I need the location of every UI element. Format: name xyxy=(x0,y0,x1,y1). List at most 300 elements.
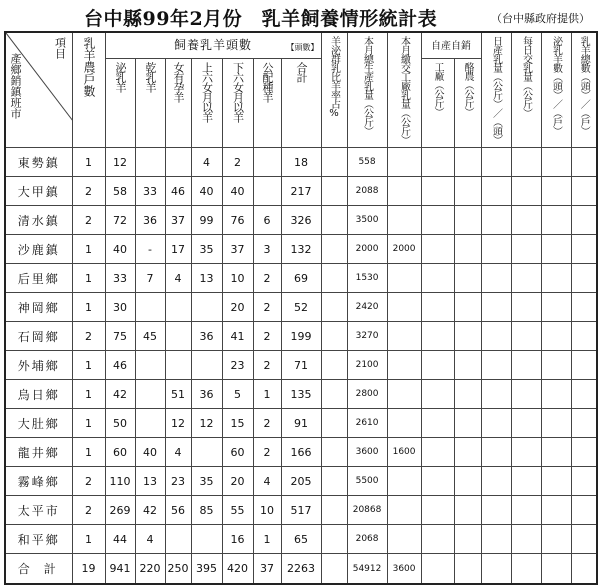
dry-count xyxy=(135,351,165,380)
empty-cell xyxy=(511,264,541,293)
ratio-cell xyxy=(321,293,347,322)
table-row xyxy=(5,351,597,380)
buck-count: 10 xyxy=(253,496,281,525)
empty-cell xyxy=(571,351,597,380)
farm-count: 19 xyxy=(72,554,105,585)
header-self-group: 自產自銷 xyxy=(421,32,481,58)
milking-count: 941 xyxy=(105,554,135,585)
empty-cell xyxy=(481,322,511,351)
below-6m-count: 20 xyxy=(222,293,253,322)
empty-cell xyxy=(421,496,454,525)
subtotal: 166 xyxy=(281,438,321,467)
empty-cell xyxy=(454,177,481,206)
empty-cell xyxy=(454,293,481,322)
dry-count: 13 xyxy=(135,467,165,496)
table-row xyxy=(5,293,597,322)
township-name: 烏日鄉 xyxy=(5,380,72,409)
pregnant-count: 17 xyxy=(165,235,191,264)
factory-sale-cell: 2000 xyxy=(387,235,421,264)
dry-count: 220 xyxy=(135,554,165,585)
empty-cell xyxy=(481,409,511,438)
factory-sale-cell xyxy=(387,293,421,322)
header-total-per-farm: 乳羊總數（頭）／（戶） xyxy=(571,32,597,148)
milking-count: 44 xyxy=(105,525,135,554)
buck-count xyxy=(253,148,281,177)
milking-count: 72 xyxy=(105,206,135,235)
pregnant-count xyxy=(165,322,191,351)
empty-cell xyxy=(571,177,597,206)
above-6m-count: 85 xyxy=(191,496,222,525)
above-6m-count: 99 xyxy=(191,206,222,235)
farm-count: 1 xyxy=(72,264,105,293)
empty-cell xyxy=(481,351,511,380)
empty-cell xyxy=(454,438,481,467)
dry-count: 42 xyxy=(135,496,165,525)
empty-cell xyxy=(571,496,597,525)
buck-count: 6 xyxy=(253,206,281,235)
empty-cell xyxy=(511,177,541,206)
above-6m-count xyxy=(191,293,222,322)
production-cell: 1530 xyxy=(347,264,387,293)
title-bar xyxy=(0,2,600,28)
ratio-cell xyxy=(321,351,347,380)
dry-count: 36 xyxy=(135,206,165,235)
empty-cell xyxy=(421,322,454,351)
buck-count: 2 xyxy=(253,351,281,380)
below-6m-count: 15 xyxy=(222,409,253,438)
header-dry: 乾乳羊 xyxy=(135,58,165,147)
table-row xyxy=(5,496,597,525)
production-cell: 2100 xyxy=(347,351,387,380)
header-ratio: 羊泌群乳比羊率占% xyxy=(321,32,347,148)
farm-count: 2 xyxy=(72,322,105,351)
empty-cell xyxy=(454,206,481,235)
table-body xyxy=(5,148,597,585)
empty-cell xyxy=(454,322,481,351)
empty-cell xyxy=(571,148,597,177)
header-milking: 泌乳羊 xyxy=(105,58,135,147)
subtotal: 65 xyxy=(281,525,321,554)
table-row xyxy=(5,148,597,177)
empty-cell xyxy=(421,148,454,177)
pregnant-count xyxy=(165,148,191,177)
production-cell: 2610 xyxy=(347,409,387,438)
corner-label-item: 項目 xyxy=(53,37,67,59)
table-row xyxy=(5,177,597,206)
header-breeding-buck: 公配種羊 xyxy=(253,58,281,147)
header-factory-sale: 本月繳交工廠乳量（公斤） xyxy=(387,32,421,148)
above-6m-count: 35 xyxy=(191,467,222,496)
table-row xyxy=(5,380,597,409)
subtotal: 132 xyxy=(281,235,321,264)
empty-cell xyxy=(511,322,541,351)
empty-cell xyxy=(481,235,511,264)
empty-cell xyxy=(421,380,454,409)
farm-count: 1 xyxy=(72,148,105,177)
milking-count: 60 xyxy=(105,438,135,467)
empty-cell xyxy=(454,467,481,496)
township-name: 合計 xyxy=(5,554,72,585)
empty-cell xyxy=(511,438,541,467)
dry-count xyxy=(135,293,165,322)
dry-count xyxy=(135,409,165,438)
production-cell: 2088 xyxy=(347,177,387,206)
source-note: （台中縣政府提供） xyxy=(491,12,590,25)
milking-count: 40 xyxy=(105,235,135,264)
pregnant-count: 51 xyxy=(165,380,191,409)
empty-cell xyxy=(481,148,511,177)
township-name: 和平鄉 xyxy=(5,525,72,554)
above-6m-count: 12 xyxy=(191,409,222,438)
dry-count: 45 xyxy=(135,322,165,351)
empty-cell xyxy=(481,293,511,322)
pregnant-count xyxy=(165,293,191,322)
empty-cell xyxy=(481,438,511,467)
milking-count: 42 xyxy=(105,380,135,409)
empty-cell xyxy=(454,351,481,380)
subtotal: 205 xyxy=(281,467,321,496)
corner-header-cell xyxy=(5,32,72,148)
factory-sale-cell xyxy=(387,380,421,409)
factory-sale-cell xyxy=(387,264,421,293)
pregnant-count: 4 xyxy=(165,438,191,467)
buck-count xyxy=(253,177,281,206)
pregnant-count xyxy=(165,351,191,380)
farm-count: 2 xyxy=(72,206,105,235)
empty-cell xyxy=(481,380,511,409)
above-6m-count xyxy=(191,525,222,554)
statistics-table xyxy=(4,31,598,585)
township-name: 清水鎮 xyxy=(5,206,72,235)
subtotal: 135 xyxy=(281,380,321,409)
farm-count: 1 xyxy=(72,380,105,409)
ratio-cell xyxy=(321,148,347,177)
factory-sale-cell xyxy=(387,496,421,525)
below-6m-count: 23 xyxy=(222,351,253,380)
factory-sale-cell: 3600 xyxy=(387,554,421,585)
below-6m-count: 2 xyxy=(222,148,253,177)
township-name: 神岡鄉 xyxy=(5,293,72,322)
empty-cell xyxy=(481,206,511,235)
empty-cell xyxy=(481,496,511,525)
ratio-cell xyxy=(321,525,347,554)
table-row xyxy=(5,438,597,467)
below-6m-count: 41 xyxy=(222,322,253,351)
milking-count: 50 xyxy=(105,409,135,438)
below-6m-count: 10 xyxy=(222,264,253,293)
milking-count: 46 xyxy=(105,351,135,380)
milking-count: 110 xyxy=(105,467,135,496)
buck-count: 37 xyxy=(253,554,281,585)
dry-count xyxy=(135,148,165,177)
ratio-cell xyxy=(321,322,347,351)
pregnant-count: 56 xyxy=(165,496,191,525)
above-6m-count: 395 xyxy=(191,554,222,585)
buck-count: 1 xyxy=(253,380,281,409)
township-name: 霧峰鄉 xyxy=(5,467,72,496)
empty-cell xyxy=(421,351,454,380)
production-cell: 54912 xyxy=(347,554,387,585)
empty-cell xyxy=(421,554,454,585)
buck-count: 2 xyxy=(253,438,281,467)
dry-count xyxy=(135,380,165,409)
production-cell: 2420 xyxy=(347,293,387,322)
empty-cell xyxy=(511,496,541,525)
above-6m-count: 13 xyxy=(191,264,222,293)
empty-cell xyxy=(481,525,511,554)
subtotal: 71 xyxy=(281,351,321,380)
production-cell: 3270 xyxy=(347,322,387,351)
empty-cell xyxy=(511,293,541,322)
empty-cell xyxy=(541,235,571,264)
subtotal: 91 xyxy=(281,409,321,438)
township-name: 大甲鎮 xyxy=(5,177,72,206)
township-name: 外埔鄉 xyxy=(5,351,72,380)
below-6m-count: 420 xyxy=(222,554,253,585)
production-cell: 2800 xyxy=(347,380,387,409)
empty-cell xyxy=(481,177,511,206)
empty-cell xyxy=(541,148,571,177)
buck-count: 2 xyxy=(253,322,281,351)
table-row xyxy=(5,264,597,293)
empty-cell xyxy=(511,235,541,264)
empty-cell xyxy=(571,206,597,235)
subtotal: 18 xyxy=(281,148,321,177)
township-name: 太平市 xyxy=(5,496,72,525)
table-total-row xyxy=(5,554,597,585)
empty-cell xyxy=(541,467,571,496)
table-row xyxy=(5,525,597,554)
empty-cell xyxy=(571,554,597,585)
farm-count: 1 xyxy=(72,525,105,554)
empty-cell xyxy=(571,525,597,554)
buck-count: 2 xyxy=(253,264,281,293)
pregnant-count: 4 xyxy=(165,264,191,293)
below-6m-count: 55 xyxy=(222,496,253,525)
farm-count: 2 xyxy=(72,496,105,525)
empty-cell xyxy=(541,496,571,525)
dry-count: - xyxy=(135,235,165,264)
below-6m-count: 20 xyxy=(222,467,253,496)
dry-count: 33 xyxy=(135,177,165,206)
production-cell: 20868 xyxy=(347,496,387,525)
buck-count: 2 xyxy=(253,409,281,438)
empty-cell xyxy=(571,380,597,409)
milking-count: 33 xyxy=(105,264,135,293)
table-row xyxy=(5,206,597,235)
ratio-cell xyxy=(321,235,347,264)
buck-count: 4 xyxy=(253,467,281,496)
header-daily-sale: 每日交乳量（公斤） xyxy=(511,32,541,148)
table-row xyxy=(5,235,597,264)
production-cell: 2000 xyxy=(347,235,387,264)
header-self-cheese: 酪農（公斤） xyxy=(454,58,481,147)
empty-cell xyxy=(481,467,511,496)
empty-cell xyxy=(421,206,454,235)
empty-cell xyxy=(421,177,454,206)
farm-count: 1 xyxy=(72,409,105,438)
below-6m-count: 37 xyxy=(222,235,253,264)
empty-cell xyxy=(454,525,481,554)
factory-sale-cell xyxy=(387,525,421,554)
milking-count: 75 xyxy=(105,322,135,351)
header-group-headcount: 飼養乳羊頭數 【頭數】 xyxy=(105,32,321,58)
township-name: 龍井鄉 xyxy=(5,438,72,467)
empty-cell xyxy=(421,409,454,438)
empty-cell xyxy=(541,438,571,467)
empty-cell xyxy=(421,293,454,322)
ratio-cell xyxy=(321,467,347,496)
empty-cell xyxy=(454,409,481,438)
table-row xyxy=(5,409,597,438)
below-6m-count: 40 xyxy=(222,177,253,206)
above-6m-count: 4 xyxy=(191,148,222,177)
empty-cell xyxy=(541,525,571,554)
factory-sale-cell xyxy=(387,206,421,235)
milking-count: 58 xyxy=(105,177,135,206)
factory-sale-cell xyxy=(387,467,421,496)
dry-count: 7 xyxy=(135,264,165,293)
empty-cell xyxy=(511,525,541,554)
township-name: 沙鹿鎮 xyxy=(5,235,72,264)
table-row xyxy=(5,467,597,496)
production-cell: 5500 xyxy=(347,467,387,496)
production-cell: 558 xyxy=(347,148,387,177)
empty-cell xyxy=(541,177,571,206)
empty-cell xyxy=(481,554,511,585)
empty-cell xyxy=(571,264,597,293)
empty-cell xyxy=(454,380,481,409)
empty-cell xyxy=(511,148,541,177)
subtotal: 517 xyxy=(281,496,321,525)
above-6m-count xyxy=(191,351,222,380)
production-cell: 2068 xyxy=(347,525,387,554)
empty-cell xyxy=(511,467,541,496)
above-6m-count: 40 xyxy=(191,177,222,206)
above-6m-count: 35 xyxy=(191,235,222,264)
ratio-cell xyxy=(321,264,347,293)
ratio-cell xyxy=(321,380,347,409)
empty-cell xyxy=(454,554,481,585)
farm-count: 1 xyxy=(72,293,105,322)
empty-cell xyxy=(454,264,481,293)
header-above-6m: 上六女月以羊 xyxy=(191,58,222,147)
header-self-factory: 工廠（公斤） xyxy=(421,58,454,147)
buck-count: 1 xyxy=(253,525,281,554)
factory-sale-cell xyxy=(387,322,421,351)
empty-cell xyxy=(454,148,481,177)
milking-count: 12 xyxy=(105,148,135,177)
empty-cell xyxy=(541,409,571,438)
ratio-cell xyxy=(321,409,347,438)
empty-cell xyxy=(571,409,597,438)
header-milking-per-farm: 泌乳羊數（頭）／（戶） xyxy=(541,32,571,148)
below-6m-count: 16 xyxy=(222,525,253,554)
pregnant-count: 250 xyxy=(165,554,191,585)
header-total-production: 本月總生產乳量（公斤） xyxy=(347,32,387,148)
farm-count: 2 xyxy=(72,467,105,496)
empty-cell xyxy=(511,380,541,409)
pregnant-count: 46 xyxy=(165,177,191,206)
below-6m-count: 76 xyxy=(222,206,253,235)
ratio-cell xyxy=(321,496,347,525)
empty-cell xyxy=(541,322,571,351)
factory-sale-cell xyxy=(387,177,421,206)
pregnant-count: 12 xyxy=(165,409,191,438)
milking-count: 30 xyxy=(105,293,135,322)
header-below-6m: 下六女月以羊 xyxy=(222,58,253,147)
farm-count: 2 xyxy=(72,177,105,206)
township-name: 后里鄉 xyxy=(5,264,72,293)
header-pregnant: 女有孕羊 xyxy=(165,58,191,147)
subtotal: 2263 xyxy=(281,554,321,585)
factory-sale-cell xyxy=(387,409,421,438)
subtotal: 217 xyxy=(281,177,321,206)
township-name: 石岡鄉 xyxy=(5,322,72,351)
empty-cell xyxy=(421,467,454,496)
ratio-cell xyxy=(321,554,347,585)
farm-count: 1 xyxy=(72,351,105,380)
empty-cell xyxy=(481,264,511,293)
township-name: 東勢鎮 xyxy=(5,148,72,177)
empty-cell xyxy=(421,264,454,293)
empty-cell xyxy=(571,293,597,322)
empty-cell xyxy=(511,206,541,235)
empty-cell xyxy=(541,206,571,235)
empty-cell xyxy=(571,235,597,264)
header-farms: 乳羊農戶數 xyxy=(72,32,105,148)
production-cell: 3500 xyxy=(347,206,387,235)
above-6m-count: 36 xyxy=(191,380,222,409)
township-name: 大肚鄉 xyxy=(5,409,72,438)
ratio-cell xyxy=(321,206,347,235)
corner-label-region: 產鄉銷鎮班市 xyxy=(9,53,22,119)
dry-count: 40 xyxy=(135,438,165,467)
subtotal: 69 xyxy=(281,264,321,293)
empty-cell xyxy=(454,496,481,525)
factory-sale-cell: 1600 xyxy=(387,438,421,467)
empty-cell xyxy=(454,235,481,264)
farm-count: 1 xyxy=(72,235,105,264)
ratio-cell xyxy=(321,438,347,467)
subtotal: 52 xyxy=(281,293,321,322)
empty-cell xyxy=(571,438,597,467)
page-title: 台中縣99年2月份 乳羊飼養情形統計表 xyxy=(84,8,438,30)
pregnant-count: 37 xyxy=(165,206,191,235)
empty-cell xyxy=(571,322,597,351)
subtotal: 326 xyxy=(281,206,321,235)
dry-count: 4 xyxy=(135,525,165,554)
factory-sale-cell xyxy=(387,148,421,177)
unit-label: 【頭數】 xyxy=(286,43,319,53)
production-cell: 3600 xyxy=(347,438,387,467)
factory-sale-cell xyxy=(387,351,421,380)
empty-cell xyxy=(571,467,597,496)
empty-cell xyxy=(541,554,571,585)
buck-count: 2 xyxy=(253,293,281,322)
empty-cell xyxy=(511,554,541,585)
pregnant-count xyxy=(165,525,191,554)
ratio-cell xyxy=(321,177,347,206)
subtotal: 199 xyxy=(281,322,321,351)
empty-cell xyxy=(541,380,571,409)
empty-cell xyxy=(541,264,571,293)
above-6m-count xyxy=(191,438,222,467)
empty-cell xyxy=(511,351,541,380)
header-subtotal: 合計 xyxy=(281,58,321,147)
empty-cell xyxy=(541,351,571,380)
empty-cell xyxy=(421,235,454,264)
